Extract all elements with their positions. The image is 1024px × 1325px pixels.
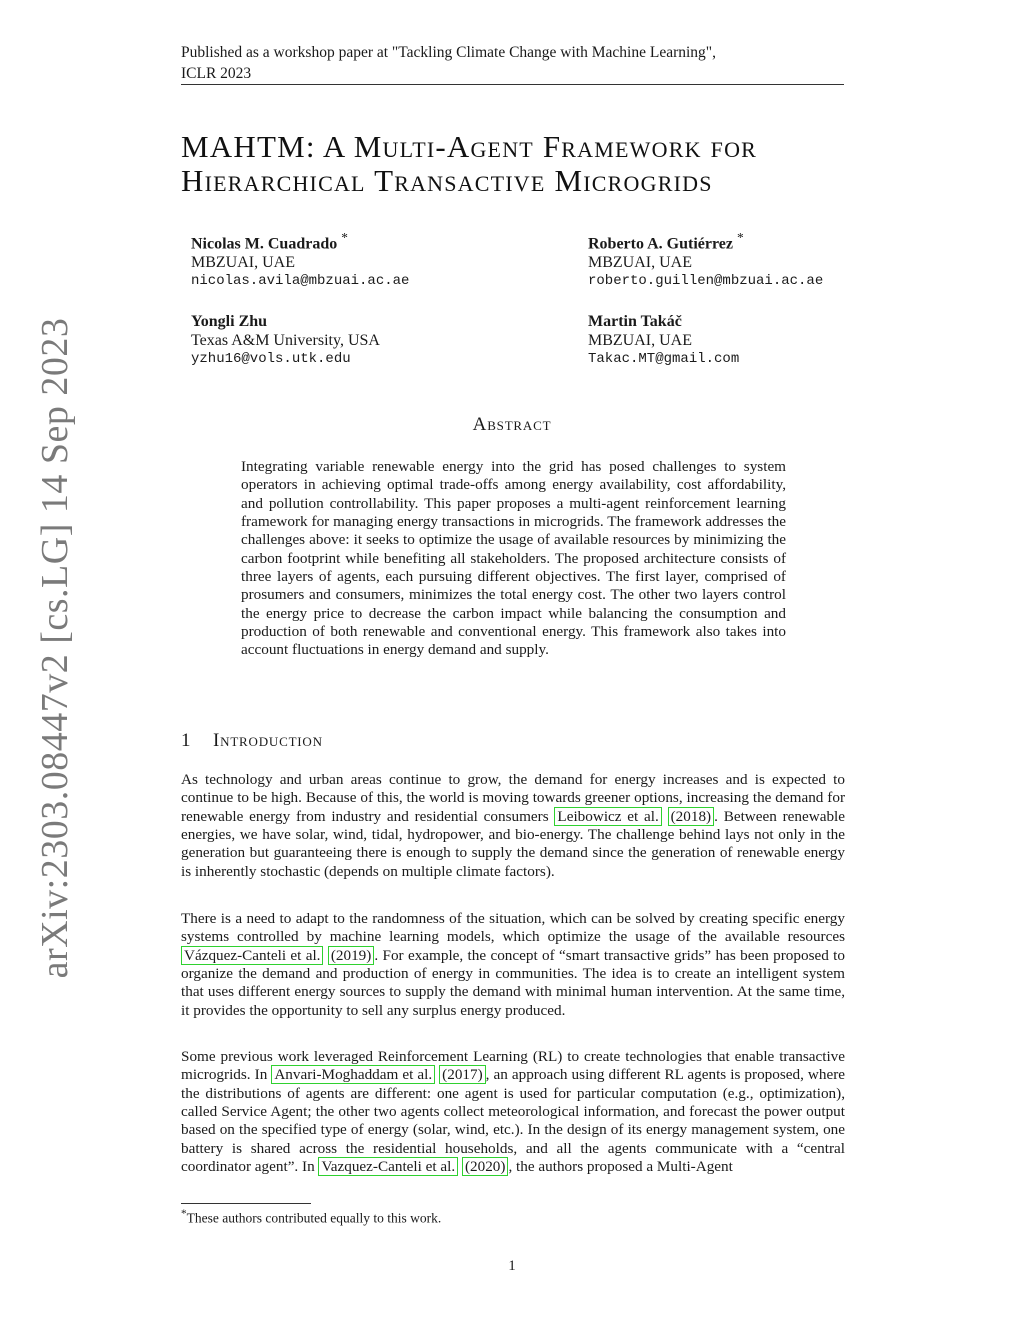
citation-year-link[interactable]: (2019)	[328, 946, 375, 965]
citation-year-link[interactable]: (2020)	[462, 1157, 509, 1176]
author-email[interactable]: Takac.MT@gmail.com	[588, 351, 740, 367]
author-block	[588, 312, 739, 369]
author-mark: *	[341, 230, 348, 245]
author-email[interactable]: yzhu16@vols.utk.edu	[191, 351, 351, 367]
citation-year-link[interactable]: (2017)	[439, 1065, 486, 1084]
header-line-1: Published as a workshop paper at "Tackling Climate Change with Machine Learning",	[181, 44, 716, 61]
citation-link[interactable]: Vázquez-Canteli et al.	[181, 946, 323, 965]
abstract-text: Integrating variable renewable energy into the grid has posed challenges to system operators in achieving optimal trade-offs among energy availability, cost affordability, and pollution controllability. This paper proposes a multi-agent reinforcement learning framework for managing energy transactions in microgrids. The framework addresses the challenges above: it seeks to optimize the usage of available resources by minimizing the carbon footprint while benefiting all stakeholders. The proposed architecture consists of three layers of agents, each pursuing different objectives. The first layer, comprised of prosumers and consumers, minimizes the total energy cost. The other two layers control the energy price to decrease the carbon impact while balancing the consumption and production of both renewable and conventional energy. This framework also takes into account fluctuations in energy demand and supply.	[241, 458, 786, 659]
paragraph-2	[181, 910, 845, 1020]
citation-year-link[interactable]: (2018)	[668, 807, 715, 826]
footnote-text: These authors contributed equally to this work.	[186, 1210, 442, 1226]
paragraph-text: . Between renewable energies, we have solar, wind, tidal, hydropower, and bio-energy. The challenge behind lays not only in the generation but guaranteeing there is enough to supply the demand since the generation of renewable energy is inherently stochastic (depends on multiple climate factors).	[181, 807, 846, 880]
page-number: 1	[508, 1258, 516, 1274]
author-name: Nicolas M. Cuadrado	[191, 235, 338, 253]
author-name: Roberto A. Gutiérrez	[588, 235, 733, 253]
author-block	[588, 228, 823, 291]
paper-title	[181, 130, 861, 198]
author-name: Yongli Zhu	[191, 313, 268, 330]
header-rule	[181, 84, 844, 85]
running-header	[181, 42, 846, 84]
author-block	[191, 228, 409, 291]
citation-link[interactable]: Vazquez-Canteli et al.	[318, 1157, 458, 1176]
paragraph-text: , an approach using different RL agents is proposed, where the distributions of agents are different: one agent is used for particular computation (e.g., optimization), called Service Agent; the other two agents collect meteorological information, and forecast the power output based on the specified type of energy (solar, wind, etc.). In the design of its energy management system, one battery is shared across the residential households, and all the agents communicate with a “central coordinator agent”. In	[181, 1066, 846, 1176]
author-block	[191, 312, 380, 369]
author-affiliation: MBZUAI, UAE	[191, 254, 295, 272]
citation-link[interactable]: Leibowicz et al.	[554, 807, 661, 826]
paragraph-text: There is a need to adapt to the randomness of the situation, which can be solved by creating specific energy systems controlled by machine learning models, which optimize the usage of the available resources	[181, 910, 845, 946]
paragraph-text: , the authors proposed a Multi-Agent	[508, 1158, 733, 1176]
paragraph-text: As technology and urban areas continue to grow, the demand for energy increases and is expected to continue to be high. Because of this, the world is moving towards greener options, increasing the demand for renewable energy from industry and residential consumers	[181, 771, 845, 825]
paragraph-3	[181, 1048, 845, 1176]
author-name: Martin Takáč	[588, 313, 682, 330]
paragraph-text: Some previous work leveraged Reinforcement Learning (RL) to create technologies that enable transactive microgrids. In	[181, 1048, 845, 1084]
author-email[interactable]: nicolas.avila@mbzuai.ac.ae	[191, 273, 410, 290]
author-email[interactable]: roberto.guillen@mbzuai.ac.ae	[588, 273, 824, 290]
citation-link[interactable]: Anvari-Moghaddam et al.	[271, 1065, 435, 1084]
author-affiliation: MBZUAI, UAE	[588, 254, 692, 272]
footnote-mark: *	[181, 1208, 187, 1220]
author-affiliation: MBZUAI, UAE	[588, 332, 692, 349]
title-line-1: MAHTM: A Multi-Agent Framework for	[181, 129, 758, 164]
arxiv-identifier[interactable]: arXiv:2303.08447v2 [cs.LG] 14 Sep 2023	[34, 317, 76, 979]
author-affiliation: Texas A&M University, USA	[191, 332, 380, 349]
author-mark: *	[737, 230, 744, 245]
section-number: 1	[181, 730, 192, 751]
footnote-rule	[181, 1203, 311, 1204]
section-title: Introduction	[213, 730, 323, 751]
header-line-2: ICLR 2023	[181, 65, 252, 82]
paragraph-text: . For example, the concept of “smart transactive grids” has been proposed to organize the demand and production of energy in communities. The idea is to create an intelligent system that uses different energy sources to supply the demand with minimal human intervention. At the same time, it provides the opportunity to sell any surplus energy produced.	[181, 946, 845, 1019]
abstract-heading: Abstract	[472, 414, 552, 435]
section-heading	[181, 730, 323, 752]
title-line-2: Hierarchical Transactive Microgrids	[181, 163, 713, 198]
footnote	[181, 1208, 441, 1227]
paragraph-1	[181, 771, 845, 881]
